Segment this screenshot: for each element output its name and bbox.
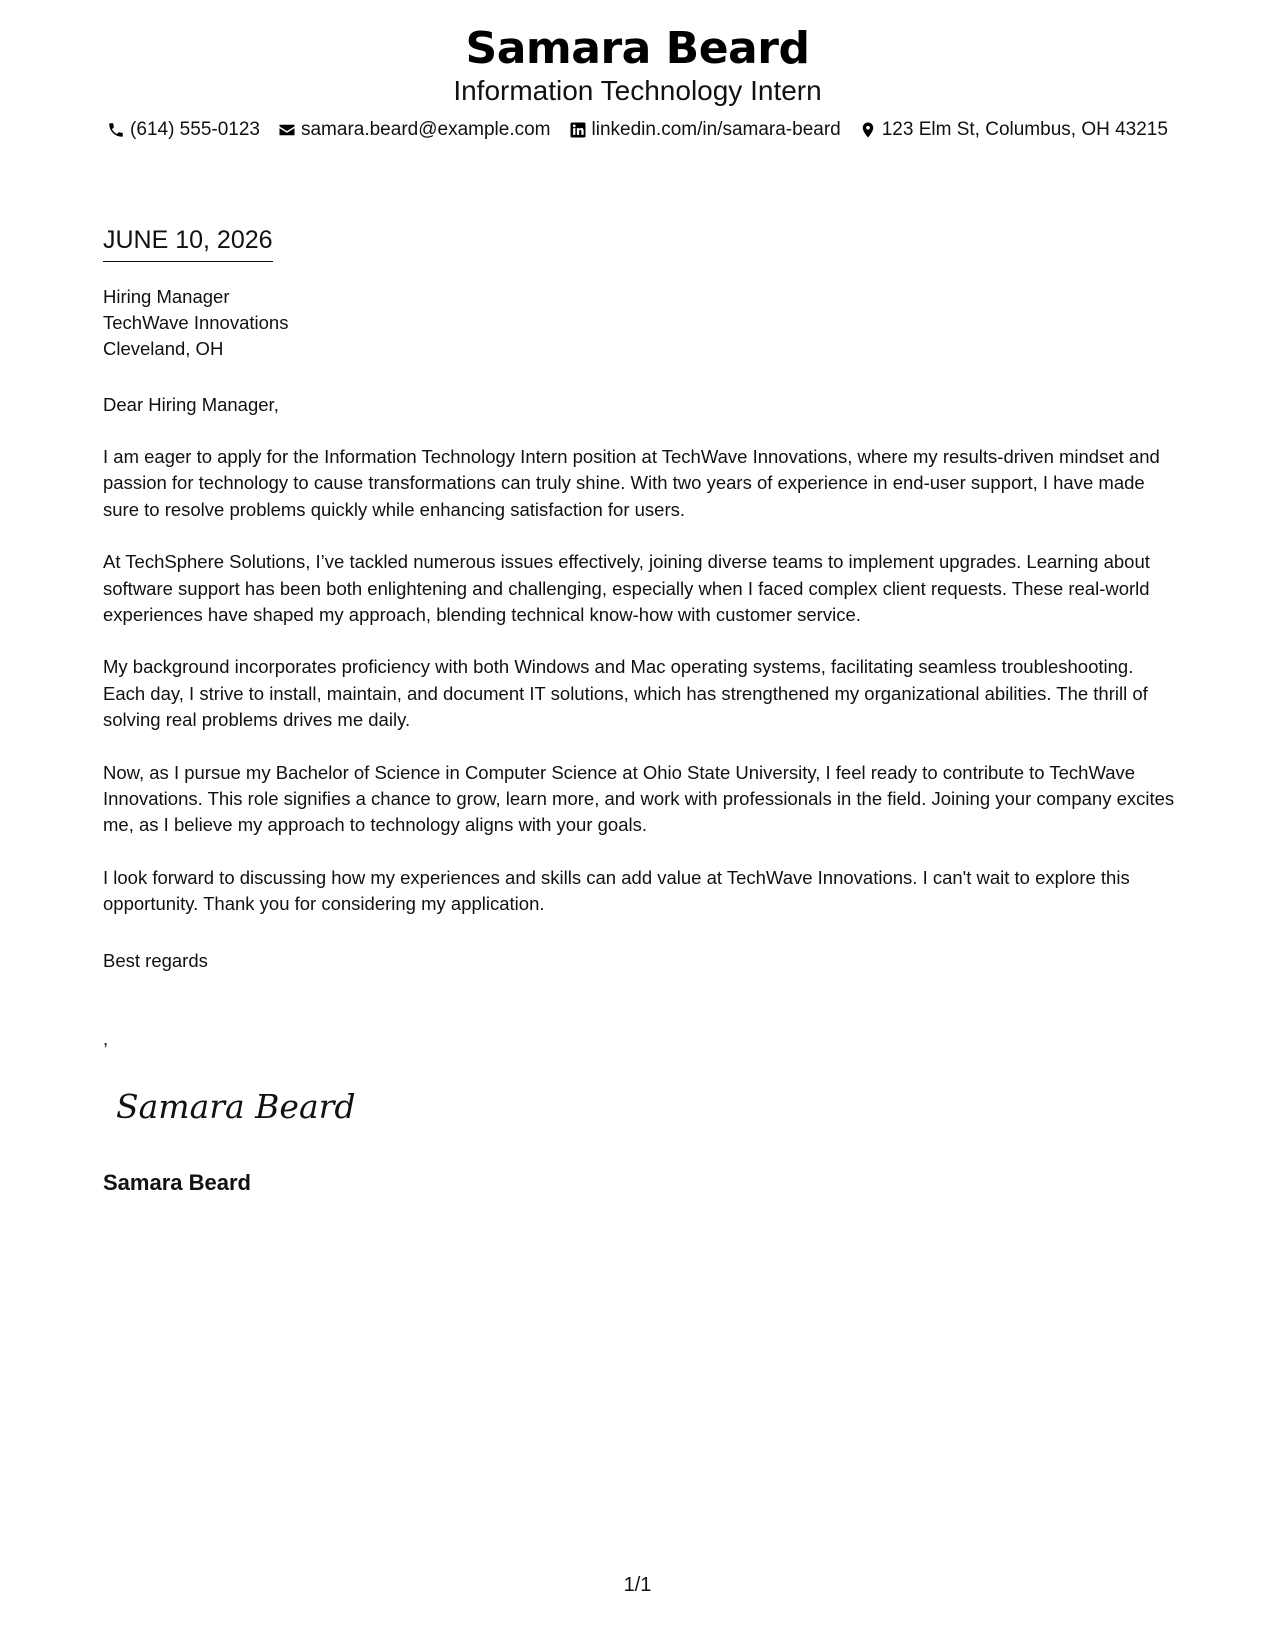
linkedin-icon bbox=[569, 121, 587, 139]
contact-linkedin bbox=[569, 118, 841, 142]
body-paragraph: I am eager to apply for the Information Technology Intern position at TechWave Innovations, where my results-driven mindset and passion for technology to cause transformations can truly shine. With two years of experience in end-user support, I have made sure to resolve problems quickly while enhancing satisfaction for users. bbox=[103, 446, 1160, 520]
envelope-icon bbox=[278, 121, 296, 139]
closing-phrase: Best regards bbox=[103, 950, 208, 971]
contact-phone bbox=[107, 118, 260, 142]
date-block bbox=[103, 225, 273, 262]
body-paragraph: At TechSphere Solutions, I’ve tackled numerous issues effectively, joining diverse teams to implement upgrades. Learning about software support has been both enlightening and challenging, especially when I faced complex client requests. These real-world experiences have shaped my approach, blending technical know-how with customer service. bbox=[103, 551, 1150, 626]
map-marker-icon bbox=[859, 121, 877, 139]
body-paragraph: Now, as I pursue my Bachelor of Science in Computer Science at Ohio State University, I feel ready to contribute to TechWave Innovations. This role signifies a chance to grow, learn more, and work with professionals in the field. Joining your company excites me, as I believe my approach to technology aligns with your goals. bbox=[103, 761, 1175, 836]
recipient-name: Hiring Manager bbox=[103, 286, 230, 307]
contact-bar bbox=[0, 118, 1275, 142]
phone-icon bbox=[107, 121, 125, 139]
body-paragraph: My background incorporates proficiency with both Windows and Mac operating systems, facilitating seamless troubleshooting. Each day, I strive to install, maintain, and document IT solutions, which has strengthened my organizational abilities. The thrill of solving real problems drives me daily. bbox=[103, 656, 1148, 731]
applicant-title: Information Technology Intern bbox=[453, 75, 822, 106]
letter-body bbox=[103, 444, 1178, 944]
phone-text: (614) 555-0123 bbox=[130, 119, 260, 140]
contact-address bbox=[859, 118, 1168, 142]
signature-script: Samara Beard bbox=[116, 1087, 356, 1126]
closing-comma: , bbox=[103, 1028, 109, 1049]
recipient-company: TechWave Innovations bbox=[103, 312, 289, 333]
applicant-name: Samara Beard bbox=[465, 23, 810, 74]
letter-date: JUNE 10, 2026 bbox=[103, 225, 273, 262]
address-text: 123 Elm St, Columbus, OH 43215 bbox=[881, 119, 1168, 140]
body-paragraph: I look forward to discussing how my experiences and skills can add value at TechWave Innovations. I can't wait to explore this opportunity. Thank you for considering my application. bbox=[103, 866, 1130, 915]
handwritten-signature bbox=[112, 1078, 362, 1134]
linkedin-text: linkedin.com/in/samara-beard bbox=[591, 119, 841, 140]
page-number: 1/1 bbox=[623, 1574, 652, 1596]
recipient-location: Cleveland, OH bbox=[103, 338, 224, 359]
recipient-block bbox=[103, 284, 288, 362]
letter-header bbox=[0, 22, 1275, 142]
contact-email bbox=[278, 118, 551, 142]
email-text: samara.beard@example.com bbox=[300, 119, 551, 140]
signatory-name: Samara Beard bbox=[103, 1170, 251, 1195]
salutation: Dear Hiring Manager, bbox=[103, 394, 279, 415]
